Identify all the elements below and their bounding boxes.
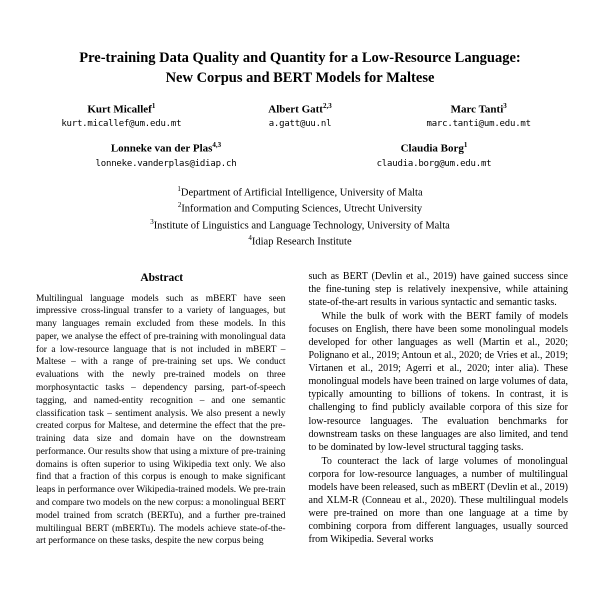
authors-row-2 [32, 141, 568, 170]
paper-title-line2: New Corpus and BERT Models for Maltese [165, 70, 435, 87]
author-email: marc.tanti@um.edu.mt [426, 119, 531, 130]
affiliation-text: Information and Computing Sciences, Utrecht University [181, 203, 423, 215]
author-block-marc-tanti [389, 102, 568, 131]
affiliation-sup: 1 [177, 184, 181, 193]
author-email: lonneke.vanderplas@idiap.ch [95, 159, 237, 170]
affiliation-sup: 3 [150, 217, 154, 226]
left-column [32, 270, 292, 549]
author-block-albert-gatt [211, 102, 390, 131]
affiliation-text: Idiap Research Institute [251, 236, 352, 248]
author-affil-sup: 3 [503, 101, 507, 110]
affiliation-line [32, 234, 568, 250]
two-column-body [32, 270, 568, 549]
affiliation-line [32, 185, 568, 201]
author-email: kurt.micallef@um.edu.mt [61, 119, 182, 130]
author-affil-sup: 4,3 [212, 141, 222, 150]
author-email: a.gatt@uu.nl [268, 119, 332, 130]
author-name [32, 141, 300, 156]
author-name [300, 141, 568, 156]
intro-paragraph: To counteract the lack of large volumes of monolingual corpora for low-resource languages, a number of multilingual models have been released, such as mBERT (Devlin et al., 2019) and XLM-R (Conneau et al., 2020). These multilingual models were pre-trained on more than one language at a time by combining corpora from different languages, usually sourced from Wikipedia. Several works [308, 455, 568, 546]
author-block-kurt-micallef [32, 102, 211, 131]
intro-paragraph: While the bulk of work with the BERT family of models focuses on English, there have been some monolingual models developed for other languages as well (Martin et al., 2020; Polignano et al., 2019; Antoun et al., 2020; de Vries et al., 2019; Virtanen et al., 2019; Agerri et al., 2020; inter alia). These monolingual models have been trained on large volumes of data, typically amounting to billions of tokens. In contrast, it is challenging to find publicly available corpora of this size for low-resource languages. The evaluation benchmarks for downstream tasks on these languages are also limited, and tend to be dominated by low-level structural tagging tasks. [308, 310, 568, 453]
author-affil-sup: 1 [151, 101, 156, 110]
right-column [309, 270, 569, 549]
authors-row-1 [32, 102, 568, 131]
author-email: claudia.borg@um.edu.mt [376, 159, 492, 170]
intro-paragraph: such as BERT (Devlin et al., 2019) have gained success since the fine-tuning step is relatively inexpensive, while attaining state-of-the-art results in various syntactic and semantic tasks. [308, 270, 568, 308]
author-name-text: Kurt Micallef [87, 103, 152, 116]
author-affil-sup: 1 [463, 141, 468, 150]
author-name [211, 102, 390, 117]
affiliation-text: Institute of Linguistics and Language Technology, University of Malta [153, 220, 450, 232]
author-name-text: Albert Gatt [268, 103, 323, 116]
affiliations-block [32, 185, 568, 251]
author-name-text: Lonneke van der Plas [110, 142, 213, 155]
paper-title [32, 48, 568, 89]
author-name [32, 102, 211, 117]
affiliation-sup: 4 [248, 234, 252, 243]
author-name-text: Marc Tanti [450, 103, 504, 116]
author-block-claudia-borg [300, 141, 568, 170]
author-affil-sup: 2,3 [322, 101, 332, 110]
paper-title-line1: Pre-training Data Quality and Quantity for a Low-Resource Language: [79, 50, 521, 66]
affiliation-line [32, 201, 568, 217]
affiliation-line [32, 218, 568, 234]
author-name-text: Claudia Borg [400, 142, 464, 155]
author-block-lonneke-van-der-plas [32, 141, 300, 170]
affiliation-text: Department of Artificial Intelligence, University of Malta [180, 187, 423, 199]
abstract-text: Multilingual language models such as mBERT have seen impressive cross-lingual transfer to a variety of languages, but many languages remain excluded from these models. In this paper, we analyse the effect of pre-training with monolingual data for a low-resource language that is not included in mBERT – Maltese – with a range of pre-training set ups. We conduct evaluations with the newly pre-trained models on three morphosyntactic tasks – dependency parsing, part-of-speech tagging, and named-entity recognition – and one semantic classification task – sentiment analysis. We also present a newly created corpus for Maltese, and determine the effect that the pre-training data size and domain have on the downstream performance. Our results show that using a mixture of pre-training domains is often superior to using Wikipedia text only. We also find that a fraction of this corpus is enough to make significant leaps in performance over Wikipedia-trained models. We pre-train and compare two models on the new corpus: a monolingual BERT model trained from scratch (BERTu), and a further pre-trained multilingual BERT (mBERTu). The models achieve state-of-the-art performance on these tasks, despite the new corpus being [36, 293, 286, 547]
abstract-heading: Abstract [140, 271, 184, 284]
author-name [389, 102, 568, 117]
affiliation-sup: 2 [177, 201, 182, 210]
